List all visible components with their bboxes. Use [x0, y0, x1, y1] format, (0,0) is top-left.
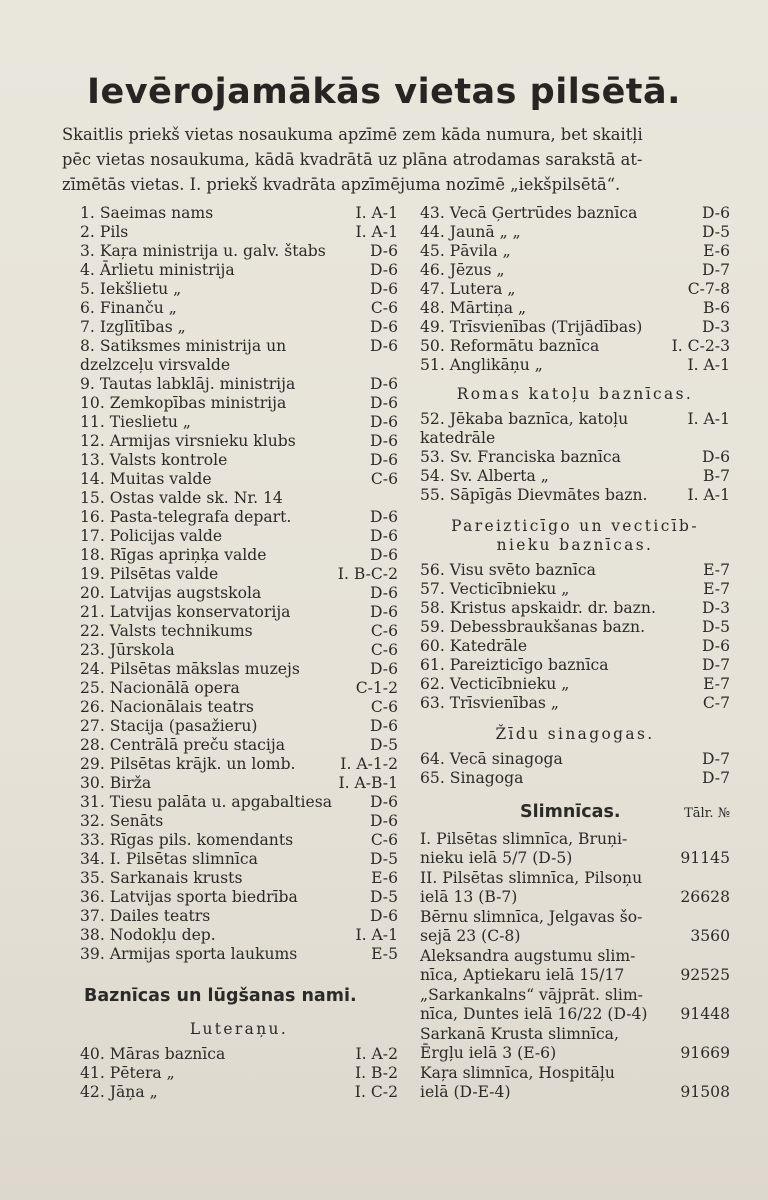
list-item: [80, 451, 398, 470]
entry-name: 31. Tiesu palāta u. apgabaltiesa: [80, 793, 333, 811]
map-square: I. A-1: [687, 410, 730, 428]
list-item: [80, 945, 398, 964]
entry-name: 37. Dailes teatrs: [80, 907, 211, 925]
entry-name: 65. Sinagoga: [420, 769, 524, 787]
orthodox-list: [420, 561, 730, 713]
list-item: [80, 546, 398, 565]
map-square: D-6: [702, 448, 730, 466]
entry-name: 3. Kaŗa ministrija u. galv. štabs: [80, 242, 326, 260]
entry-name: 53. Sv. Franciska baznīca: [420, 448, 621, 466]
map-square: E-7: [703, 561, 730, 579]
list-item: [420, 599, 730, 618]
entry-name: 1. Saeimas nams: [80, 204, 214, 222]
entry-name: 42. Jāņa „: [80, 1083, 158, 1101]
entry-name: 38. Nodokļu dep.: [80, 926, 216, 944]
list-item: [80, 318, 398, 337]
list-item: [80, 508, 398, 527]
list-item: [80, 755, 398, 774]
map-square: I. C-2-3: [671, 337, 730, 355]
entry-name: 18. Rīgas apriņķa valde: [80, 546, 267, 564]
list-item: [80, 641, 398, 660]
entry-name: I. Pilsētas slimnīca, Bruņi- nieku ielā 5/7 (D-5): [420, 830, 628, 867]
list-item: [420, 337, 730, 356]
map-square: D-6: [702, 204, 730, 222]
list-item: [420, 618, 730, 637]
list-item: [80, 812, 398, 831]
map-square: D-6: [370, 413, 398, 431]
entry-name: 52. Jēkaba baznīca, katoļu katedrāle: [420, 410, 629, 447]
entry-name: 14. Muitas valde: [80, 470, 212, 488]
entry-name: 13. Valsts kontrole: [80, 451, 228, 469]
list-item: [420, 280, 730, 299]
entry-name: 48. Mārtiņa „: [420, 299, 527, 317]
entry-name: 47. Lutera „: [420, 280, 516, 298]
list-item: [80, 584, 398, 603]
right-column: [420, 204, 730, 1103]
list-item: [420, 1025, 730, 1063]
phone-number: 91145: [680, 849, 730, 867]
map-square: D-6: [370, 375, 398, 393]
entry-name: Aleksandra augstumu slim- nīca, Aptiekaru ielā 15/17: [420, 947, 636, 984]
map-square: I. A-1: [355, 204, 398, 222]
entry-name: 43. Vecā Ģertrūdes baznīca: [420, 204, 638, 222]
map-square: C-6: [370, 622, 398, 640]
list-item: [80, 717, 398, 736]
entry-name: 19. Pilsētas valde: [80, 565, 219, 583]
list-item: [420, 561, 730, 580]
map-square: D-6: [370, 584, 398, 602]
entry-name: 54. Sv. Alberta „: [420, 467, 549, 485]
list-item: [80, 926, 398, 945]
map-square: C-7-8: [687, 280, 730, 298]
intro-line: Skaitlis priekš vietas nosaukuma apzīmē zem kāda numura, bet skaitļi: [62, 125, 643, 144]
entry-name: II. Pilsētas slimnīca, Pilsoņu ielā 13 (B-7): [420, 869, 643, 906]
entry-name: Kaŗa slimnīca, Hospitāļu ielā (D-E-4): [420, 1064, 615, 1101]
list-item: [420, 830, 730, 868]
list-item: [80, 1064, 398, 1083]
list-item: [420, 448, 730, 467]
list-item: [80, 1083, 398, 1102]
entry-name: 57. Vecticībnieku „: [420, 580, 570, 598]
list-item: [80, 565, 398, 584]
map-square: I. A-1: [687, 486, 730, 504]
map-square: B-6: [703, 299, 730, 317]
orthodox-heading: Pareizticīgo un vecticīb- nieku baznīcas.: [451, 517, 699, 554]
list-item: [80, 869, 398, 888]
list-item: [80, 850, 398, 869]
map-square: I. A-1: [355, 926, 398, 944]
map-square: D-6: [370, 603, 398, 621]
phone-number: 91508: [680, 1083, 730, 1101]
map-square: D-7: [702, 656, 730, 674]
list-item: [80, 242, 398, 261]
map-square: D-5: [370, 736, 398, 754]
map-square: D-3: [702, 318, 730, 336]
list-item: [80, 774, 398, 793]
list-item: [80, 907, 398, 926]
entry-name: 59. Debessbraukšanas bazn.: [420, 618, 646, 636]
lutheran-continued-list: [420, 204, 730, 375]
list-item: [80, 603, 398, 622]
list-item: [420, 869, 730, 907]
list-item: [420, 299, 730, 318]
entry-name: 51. Anglikāņu „: [420, 356, 543, 374]
map-square: I. B-2: [354, 1064, 398, 1082]
phone-number: 91448: [680, 1005, 730, 1023]
intro-line: zīmētās vietas. I. priekš kvadrāta apzīmējuma nozīmē „iekšpilsētā“.: [62, 175, 621, 194]
entry-name: 55. Sāpīgās Dievmātes bazn.: [420, 486, 648, 504]
list-item: [80, 736, 398, 755]
list-item: [80, 527, 398, 546]
entry-name: 64. Vecā sinagoga: [420, 750, 563, 768]
entry-name: 9. Tautas labklāj. ministrija: [80, 375, 296, 393]
list-item: [80, 204, 398, 223]
list-item: [420, 467, 730, 486]
map-square: D-6: [370, 660, 398, 678]
list-item: [420, 637, 730, 656]
map-square: C-6: [370, 299, 398, 317]
entry-name: 34. I. Pilsētas slimnīca: [80, 850, 258, 868]
entry-name: 15. Ostas valde sk. Nr. 14: [80, 489, 283, 507]
list-item: [420, 356, 730, 375]
map-square: D-7: [702, 750, 730, 768]
phone-heading: Tālr. №: [684, 806, 730, 821]
map-square: D-7: [702, 261, 730, 279]
entry-name: Sarkanā Krusta slimnīca, Ērgļu ielā 3 (E-6): [420, 1025, 619, 1062]
map-square: D-6: [370, 337, 398, 355]
entry-name: 21. Latvijas konservatorija: [80, 603, 291, 621]
map-square: D-3: [702, 599, 730, 617]
catholic-list: [420, 410, 730, 505]
page-title: Ievērojamākās vietas pilsētā.: [87, 72, 681, 112]
entry-name: 25. Nacionālā opera: [80, 679, 240, 697]
intro-line: pēc vietas nosaukuma, kādā kvadrātā uz plāna atrodamas sarakstā at-: [62, 150, 643, 169]
map-square: E-6: [703, 242, 730, 260]
hospitals-list: [420, 830, 730, 1102]
list-item: [80, 299, 398, 318]
entry-name: 24. Pilsētas mākslas muzejs: [80, 660, 300, 678]
list-item: [80, 660, 398, 679]
entry-name: 5. Iekšlietu „: [80, 280, 182, 298]
map-square: C-6: [370, 641, 398, 659]
map-square: E-7: [703, 580, 730, 598]
map-square: D-6: [370, 907, 398, 925]
entry-name: 39. Armijas sporta laukums: [80, 945, 298, 963]
hospitals-header: [420, 802, 730, 822]
map-square: C-6: [370, 698, 398, 716]
entry-name: 61. Pareizticīgo baznīca: [420, 656, 609, 674]
map-square: D-6: [370, 527, 398, 545]
entry-name: 50. Reformātu baznīca: [420, 337, 600, 355]
entry-name: 27. Stacija (pasažieru): [80, 717, 258, 735]
entry-name: 23. Jūrskola: [80, 641, 175, 659]
list-item: [420, 223, 730, 242]
list-item: [420, 769, 730, 788]
entry-name: 40. Māras baznīca: [80, 1045, 226, 1063]
map-square: D-5: [370, 850, 398, 868]
map-square: D-5: [370, 888, 398, 906]
list-item: [420, 580, 730, 599]
entry-name: 58. Kristus apskaidr. dr. bazn.: [420, 599, 656, 617]
list-item: [80, 793, 398, 812]
entry-name: 10. Zemkopības ministrija: [80, 394, 287, 412]
list-item: [80, 413, 398, 432]
intro-paragraph: [62, 122, 732, 197]
map-square: I. A-1: [687, 356, 730, 374]
map-square: I. B-C-2: [337, 565, 398, 583]
list-item: [420, 486, 730, 505]
list-item: [420, 1064, 730, 1102]
lutheran-list: [80, 1045, 398, 1102]
entry-name: 26. Nacionālais teatrs: [80, 698, 254, 716]
map-square: D-6: [370, 793, 398, 811]
entry-name: 28. Centrālā preču stacija: [80, 736, 286, 754]
map-square: C-1-2: [355, 679, 398, 697]
list-item: [80, 280, 398, 299]
phone-number: 91669: [680, 1044, 730, 1062]
entry-name: 41. Pētera „: [80, 1064, 175, 1082]
map-square: E-6: [371, 869, 398, 887]
map-square: C-6: [370, 831, 398, 849]
map-square: D-7: [702, 769, 730, 787]
map-square: D-6: [702, 637, 730, 655]
list-item: [420, 318, 730, 337]
lutheran-heading: Luteraņu.: [189, 1020, 289, 1038]
map-square: D-6: [370, 242, 398, 260]
map-square: C-6: [370, 470, 398, 488]
map-square: E-5: [371, 945, 398, 963]
list-item: [80, 1045, 398, 1064]
list-item: [80, 223, 398, 242]
map-square: D-6: [370, 717, 398, 735]
map-square: D-5: [702, 618, 730, 636]
list-item: [80, 432, 398, 451]
phone-number: 26628: [680, 888, 730, 906]
map-square: D-5: [702, 223, 730, 241]
entry-name: 33. Rīgas pils. komendants: [80, 831, 294, 849]
entry-name: 45. Pāvila „: [420, 242, 511, 260]
entry-name: 11. Tieslietu „: [80, 413, 191, 431]
map-square: I. C-2: [354, 1083, 398, 1101]
list-item: [420, 656, 730, 675]
entry-name: 44. Jaunā „ „: [420, 223, 521, 241]
hospitals-heading: Slimnīcas.: [520, 802, 621, 822]
entry-name: 29. Pilsētas krājk. un lomb.: [80, 755, 296, 773]
entry-name: 56. Visu svēto baznīca: [420, 561, 596, 579]
phone-number: 92525: [680, 966, 730, 984]
map-square: D-6: [370, 261, 398, 279]
list-item: [80, 698, 398, 717]
catholic-heading: Romas katoļu baznīcas.: [456, 385, 694, 403]
list-item: [80, 489, 398, 508]
entry-name: 22. Valsts technikums: [80, 622, 253, 640]
list-item: [80, 394, 398, 413]
entry-name: 60. Katedrāle: [420, 637, 528, 655]
list-item: [80, 888, 398, 907]
entry-name: 63. Trīsvienības „: [420, 694, 559, 712]
list-item: [420, 204, 730, 223]
map-square: I. A-1: [355, 223, 398, 241]
list-item: [420, 261, 730, 280]
list-item: [80, 831, 398, 850]
list-item: [80, 375, 398, 394]
entry-name: 4. Ārlietu ministrija: [80, 261, 235, 279]
map-square: D-6: [370, 546, 398, 564]
list-item: [80, 337, 398, 375]
entry-name: 8. Satiksmes ministrija un dzelzceļu virsvalde: [80, 337, 287, 374]
entry-name: 6. Finanču „: [80, 299, 177, 317]
list-item: [80, 470, 398, 489]
places-list: [80, 204, 398, 964]
list-item: [420, 947, 730, 985]
entry-name: 46. Jēzus „: [420, 261, 505, 279]
entry-name: 20. Latvijas augstskola: [80, 584, 262, 602]
map-square: I. A-B-1: [338, 774, 398, 792]
map-square: D-6: [370, 451, 398, 469]
map-square: D-6: [370, 812, 398, 830]
list-item: [420, 675, 730, 694]
jewish-heading: Žīdu sinagogas.: [495, 725, 655, 743]
map-square: I. A-1-2: [340, 755, 398, 773]
map-square: B-7: [703, 467, 730, 485]
map-square: D-6: [370, 318, 398, 336]
entry-name: 16. Pasta-telegrafa depart.: [80, 508, 292, 526]
left-column: [80, 204, 398, 1102]
map-square: I. A-2: [355, 1045, 398, 1063]
list-item: [420, 242, 730, 261]
entry-name: 36. Latvijas sporta biedrība: [80, 888, 298, 906]
list-item: [420, 750, 730, 769]
map-square: D-6: [370, 508, 398, 526]
entry-name: 62. Vecticībnieku „: [420, 675, 570, 693]
map-square: E-7: [703, 675, 730, 693]
entry-name: „Sarkankalns“ vājprāt. slim- nīca, Duntes ielā 16/22 (D-4): [420, 986, 648, 1023]
entry-name: 12. Armijas virsnieku klubs: [80, 432, 296, 450]
list-item: [420, 986, 730, 1024]
map-square: C-7: [702, 694, 730, 712]
list-item: [80, 261, 398, 280]
entry-name: 30. Birža: [80, 774, 152, 792]
phone-number: 3560: [690, 927, 730, 945]
entry-name: 7. Izglītības „: [80, 318, 186, 336]
list-item: [420, 908, 730, 946]
entry-name: 49. Trīsvienības (Trijādības): [420, 318, 643, 336]
list-item: [80, 622, 398, 641]
list-item: [80, 679, 398, 698]
entry-name: 17. Policijas valde: [80, 527, 223, 545]
entry-name: 35. Sarkanais krusts: [80, 869, 243, 887]
map-square: D-6: [370, 432, 398, 450]
jewish-list: [420, 750, 730, 788]
map-square: D-6: [370, 394, 398, 412]
entry-name: Bērnu slimnīca, Jelgavas šo- sejā 23 (C-8): [420, 908, 643, 945]
list-item: [420, 694, 730, 713]
entry-name: 32. Senāts: [80, 812, 164, 830]
entry-name: 2. Pils: [80, 223, 129, 241]
map-square: D-6: [370, 280, 398, 298]
list-item: [420, 410, 730, 448]
churches-heading: Baznīcas un lūgšanas nami.: [84, 986, 357, 1006]
